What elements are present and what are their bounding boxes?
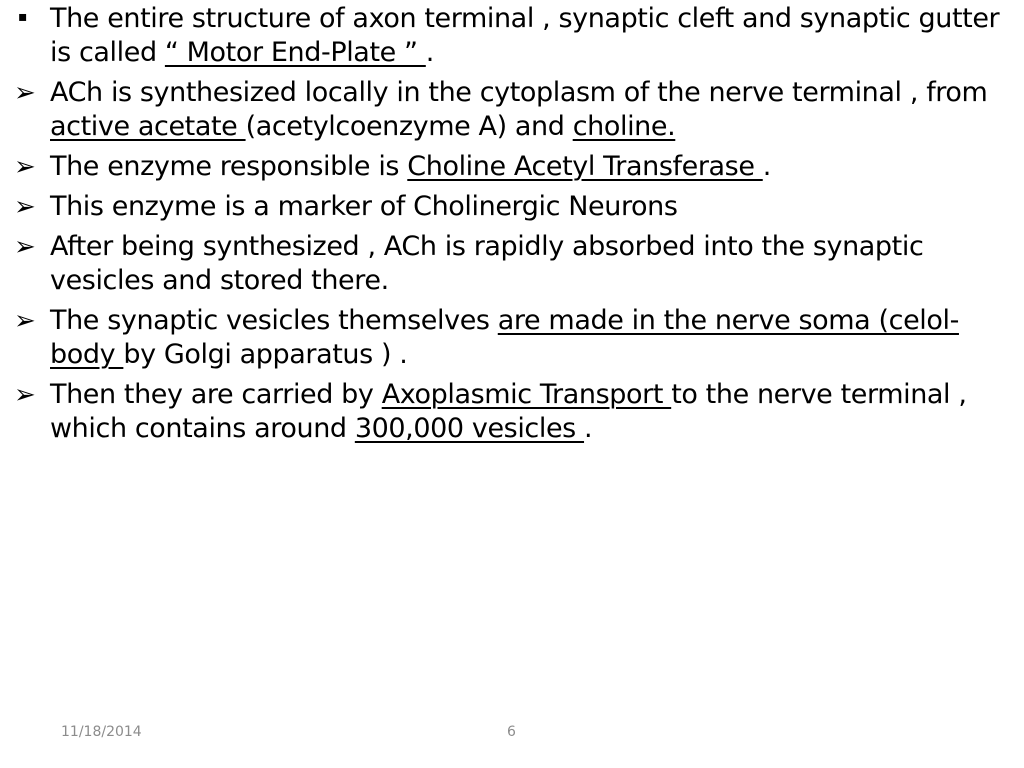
arrow-bullet-icon: ➢ [14,152,36,182]
bullet-text: (acetylcoenzyme A) and [245,111,573,142]
bullet-ach-synthesis [14,76,1018,144]
bullet-enzyme-responsible [14,150,1018,184]
bullet-text: to the nerve terminal , which contains around [50,379,967,444]
bullet-text: This enzyme is a marker of Cholinergic Neurons [50,191,678,222]
footer-page-number: 6 [507,724,516,740]
bullet-text: . [762,151,771,182]
bullet-text: Then they are carried by [50,379,382,410]
underlined-term: 300,000 vesicles [354,413,585,444]
footer-date: 11/18/2014 [61,724,142,740]
arrow-bullet-icon: ➢ [14,306,36,336]
arrow-bullet-icon: ➢ [14,232,36,262]
bullet-text: . [584,413,593,444]
bullet-text: . [425,37,434,68]
arrow-bullet-icon: ➢ [14,78,36,108]
underlined-term: Axoplasmic Transport [381,379,672,410]
underlined-term: “ Motor End-Plate ” [164,37,426,68]
bullet-text: The entire structure of axon terminal , synaptic cleft and synaptic gutter is called [50,3,1000,68]
bullet-text: The enzyme responsible is [50,151,408,182]
underlined-term: active acetate [50,111,246,142]
bullet-text: ACh is synthesized locally in the cytoplasm of the nerve terminal , from [50,77,988,108]
bullet-enzyme-marker [14,190,1018,224]
bullet-list [14,2,1018,452]
underlined-term: are made in the nerve soma (celol-body [50,305,959,370]
underlined-term: choline. [572,111,676,142]
bullet-motor-end-plate [14,2,1018,70]
bullet-text: The synaptic vesicles themselves [50,305,498,336]
bullet-text: by Golgi apparatus ) . [123,339,408,370]
arrow-bullet-icon: ➢ [14,192,36,222]
bullet-text: After being synthesized , ACh is rapidly absorbed into the synaptic vesicles and stored there. [50,231,924,296]
bullet-vesicles-made [14,304,1018,372]
bullet-axoplasmic-transport [14,378,1018,446]
square-bullet-icon: ▪ [18,9,28,25]
underlined-term: Choline Acetyl Transferase [407,151,763,182]
arrow-bullet-icon: ➢ [14,380,36,410]
bullet-absorbed-vesicles [14,230,1018,298]
